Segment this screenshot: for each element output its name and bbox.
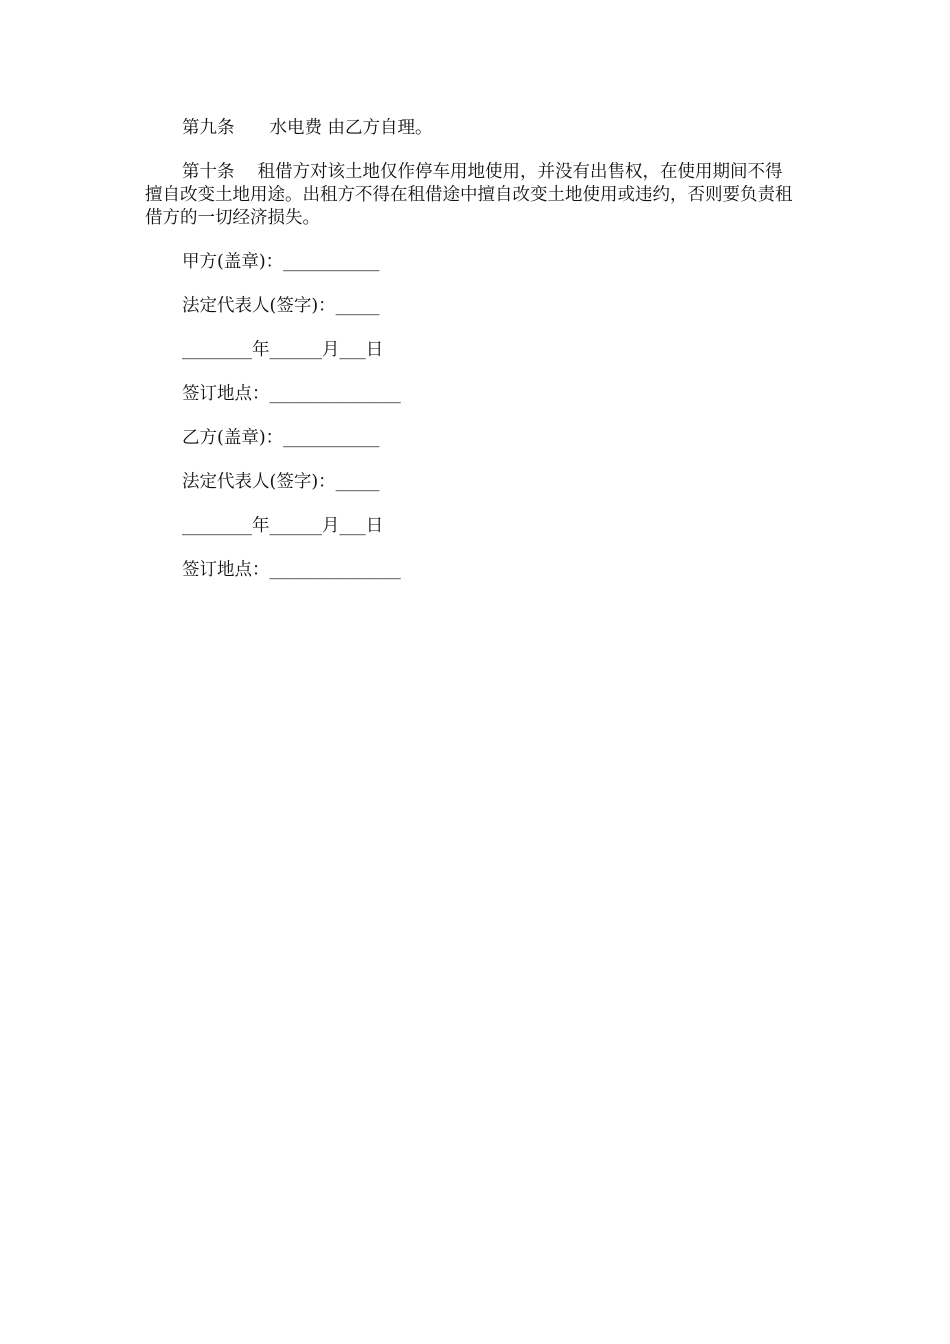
article-10: 第十条 租借方对该土地仅作停车用地使用，并没有出售权，在使用期间不得擅自改变土地用途。出租方不得在租借途中擅自改变土地使用或违约，否则要负责租借方的一切经济损失。: [145, 162, 793, 228]
party-b-place: 签订地点：_______________: [182, 560, 401, 580]
article-9: 第九条 水电费 由乙方自理。: [182, 118, 433, 138]
party-b-seal: 乙方(盖章)：___________: [182, 428, 380, 448]
party-a-representative: 法定代表人(签字)：_____: [182, 296, 380, 316]
party-a-place: 签订地点：_______________: [182, 384, 401, 404]
party-b-date: ________年______月___日: [182, 516, 384, 536]
party-a-seal: 甲方(盖章)：___________: [182, 252, 380, 272]
party-a-date: ________年______月___日: [182, 340, 384, 360]
party-b-representative: 法定代表人(签字)：_____: [182, 472, 380, 492]
